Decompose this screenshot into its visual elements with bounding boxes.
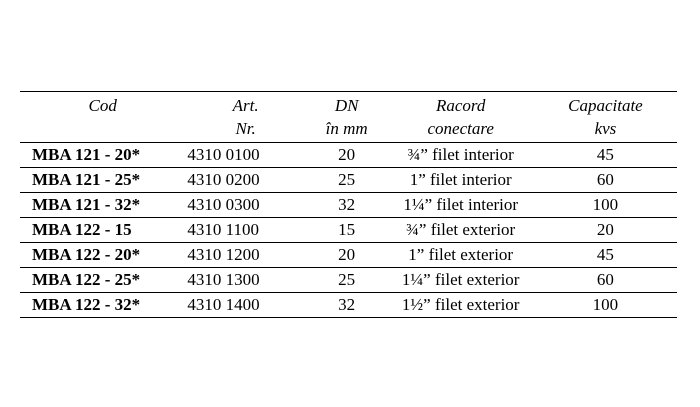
cell-racord: 1” filet interior	[409, 170, 512, 189]
cell-racord: ¾” filet exterior	[406, 220, 516, 239]
cell-capacitate: 20	[596, 220, 614, 239]
table-body	[20, 143, 677, 318]
header-racord-line2: conectare	[427, 119, 494, 138]
cell-dn: 32	[338, 295, 356, 314]
cell-racord: 1” filet exterior	[408, 245, 514, 264]
table-row	[20, 168, 677, 193]
cell-racord: ¾” filet interior	[407, 145, 514, 164]
cell-dn: 15	[338, 220, 356, 239]
header-racord	[388, 92, 534, 143]
cell-racord: 1¼” filet interior	[403, 195, 519, 214]
header-cod	[20, 92, 185, 143]
cell-capacitate: 45	[596, 145, 614, 164]
header-racord-line1: Racord	[435, 96, 486, 115]
cell-dn: 20	[338, 245, 356, 264]
header-cod-line1: Cod	[88, 96, 117, 115]
cell-art: 4310 1400	[187, 295, 260, 314]
header-capacitate-line2: kvs	[594, 119, 617, 138]
table-row	[20, 193, 677, 218]
cell-cod: MBA 122 - 15	[32, 220, 132, 239]
table-row	[20, 218, 677, 243]
table-row	[20, 268, 677, 293]
header-dn	[306, 92, 388, 143]
cell-art: 4310 1300	[187, 270, 260, 289]
cell-dn: 32	[338, 195, 356, 214]
table-row	[20, 143, 677, 168]
cell-dn: 20	[338, 145, 356, 164]
header-art-line1: Art.	[232, 96, 259, 115]
cell-art: 4310 1200	[187, 245, 260, 264]
header-dn-line2: în mm	[325, 119, 368, 138]
cell-racord: 1½” filet exterior	[401, 295, 520, 314]
cell-racord: 1¼” filet exterior	[401, 270, 520, 289]
header-dn-line1: DN	[334, 96, 359, 115]
header-art-line2: Nr.	[235, 119, 256, 138]
cell-cod: MBA 122 - 20*	[32, 245, 141, 264]
cell-capacitate: 45	[596, 245, 614, 264]
table-row	[20, 293, 677, 318]
cell-art: 4310 0100	[187, 145, 260, 164]
table-header	[20, 92, 677, 143]
cell-cod: MBA 122 - 25*	[32, 270, 141, 289]
cell-art: 4310 1100	[187, 220, 260, 239]
cell-cod: MBA 121 - 32*	[32, 195, 141, 214]
cell-capacitate: 60	[596, 270, 614, 289]
cell-dn: 25	[338, 270, 356, 289]
cell-cod: MBA 122 - 32*	[32, 295, 141, 314]
cell-dn: 25	[338, 170, 356, 189]
table-row	[20, 243, 677, 268]
cell-art: 4310 0200	[187, 170, 260, 189]
product-table	[20, 91, 677, 318]
header-capacitate-line1: Capacitate	[568, 96, 643, 115]
cell-cod: MBA 121 - 25*	[32, 170, 141, 189]
header-capacitate	[534, 92, 677, 143]
cell-capacitate: 100	[592, 295, 619, 314]
cell-capacitate: 60	[596, 170, 614, 189]
cell-capacitate: 100	[592, 195, 619, 214]
header-art-nr	[185, 92, 305, 143]
cell-art: 4310 0300	[187, 195, 260, 214]
product-table-container	[20, 91, 677, 318]
cell-cod: MBA 121 - 20*	[32, 145, 141, 164]
header-row	[20, 92, 677, 143]
